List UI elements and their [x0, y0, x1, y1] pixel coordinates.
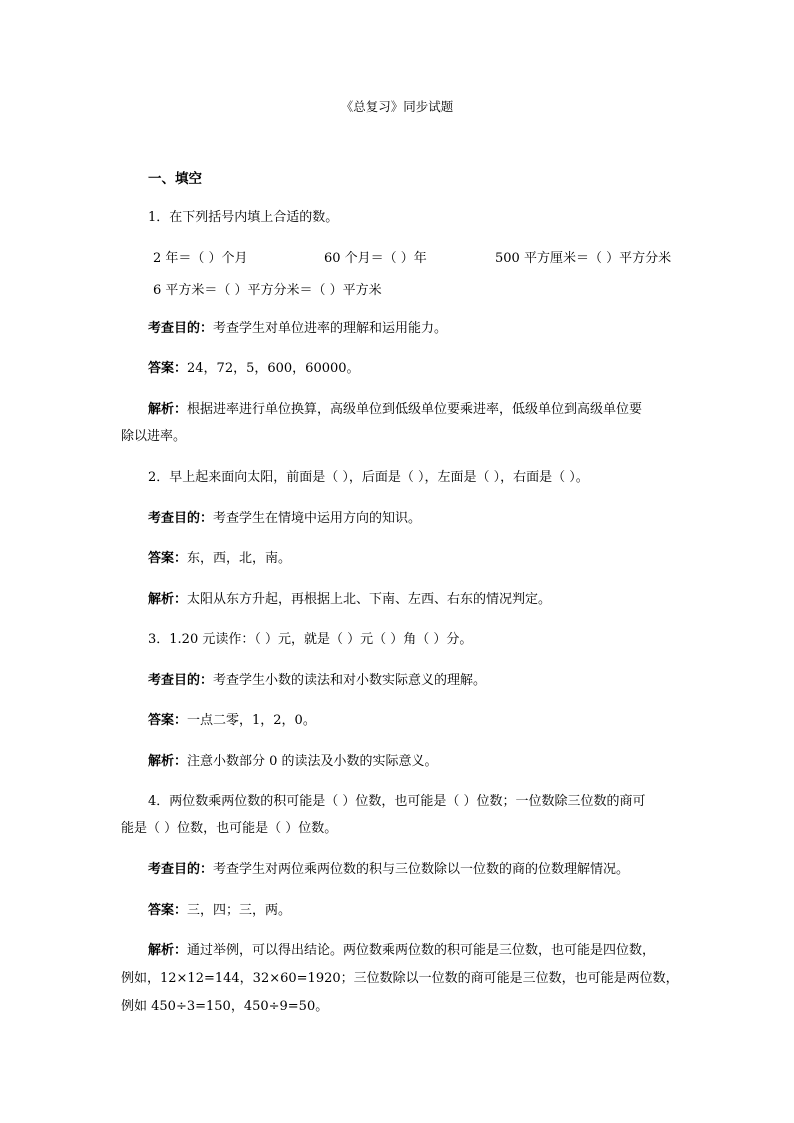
answer-label: 答案： [148, 713, 188, 728]
q3-aim [148, 672, 486, 690]
explanation-label: 解析： [148, 592, 188, 607]
explanation-text: 通过举例，可以得出结论。两位数乘两位数的积可能是三位数，也可能是四位数， [187, 943, 656, 958]
q1-blank-2: 60 个月＝（ ）年 [324, 251, 427, 266]
aim-text: 考查学生在情境中运用方向的知识。 [213, 511, 422, 526]
q3-stem: 3．1.20 元读作：（ ）元，就是（ ）元（ ）角（ ）分。 [148, 632, 473, 647]
aim-label: 考查目的： [148, 321, 214, 336]
q4-answer [148, 902, 291, 920]
q1-explanation-cont: 除以进率。 [121, 429, 187, 444]
q2-answer [148, 550, 291, 568]
aim-label: 考查目的： [148, 511, 214, 526]
aim-text: 考查学生对单位进率的理解和运用能力。 [213, 321, 448, 336]
explanation-label: 解析： [148, 754, 188, 769]
section-heading: 一、填空 [148, 171, 202, 187]
explanation-text: 根据进率进行单位换算，高级单位到低级单位要乘进率，低级单位到高级单位要 [187, 402, 643, 417]
q1-stem: 1．在下列括号内填上合适的数。 [148, 210, 339, 225]
aim-text: 考查学生小数的读法和对小数实际意义的理解。 [213, 673, 487, 688]
q2-explanation [148, 591, 551, 609]
answer-text: 三，四；三，两。 [187, 903, 292, 918]
answer-text: 一点二零，1，2，0。 [187, 713, 316, 728]
q4-explanation [148, 942, 655, 960]
answer-label: 答案： [148, 903, 188, 918]
answer-label: 答案： [148, 551, 188, 566]
aim-text: 考查学生对两位乘两位数的积与三位数除以一位数的商的位数理解情况。 [213, 862, 630, 877]
q4-stem-cont: 能是（ ）位数，也可能是（ ）位数。 [121, 821, 338, 836]
explanation-label: 解析： [148, 943, 188, 958]
q2-aim [148, 510, 421, 528]
answer-text: 东，西，北，南。 [187, 551, 292, 566]
q2-stem: 2．早上起来面向太阳，前面是（ ），后面是（ ），左面是（ ），右面是（ ）。 [148, 470, 589, 485]
q4-explanation-cont-2: 例如 450÷3=150，450÷9=50。 [121, 999, 329, 1014]
q4-aim [148, 861, 629, 879]
q3-answer [148, 712, 316, 730]
answer-label: 答案： [148, 361, 188, 376]
q1-aim [148, 320, 447, 338]
aim-label: 考查目的： [148, 673, 214, 688]
q1-explanation [148, 401, 642, 419]
explanation-label: 解析： [148, 402, 188, 417]
q1-answer [148, 360, 360, 378]
q1-blank-3: 500 平方厘米＝（ ）平方分米 [495, 251, 672, 266]
explanation-text: 太阳从东方升起，再根据上北、下南、左西、右东的情况判定。 [187, 592, 552, 607]
q3-explanation [148, 753, 438, 771]
answer-text: 24，72，5，600，60000。 [187, 361, 360, 376]
document-title: 《总复习》同步试题 [340, 99, 454, 114]
q4-stem: 4．两位数乘两位数的积可能是（ ）位数，也可能是（ ）位数；一位数除三位数的商可 [148, 794, 646, 809]
aim-label: 考查目的： [148, 862, 214, 877]
explanation-text: 注意小数部分 0 的读法及小数的实际意义。 [187, 754, 438, 769]
q1-blank-1: 2 年＝（ ）个月 [153, 251, 248, 266]
q1-blank-4: 6 平方米＝（ ）平方分米＝（ ）平方米 [153, 283, 382, 298]
q4-explanation-cont-1: 例如，12×12=144，32×60=1920；三位数除以一位数的商可能是三位数，也可能是两位数， [121, 971, 679, 986]
